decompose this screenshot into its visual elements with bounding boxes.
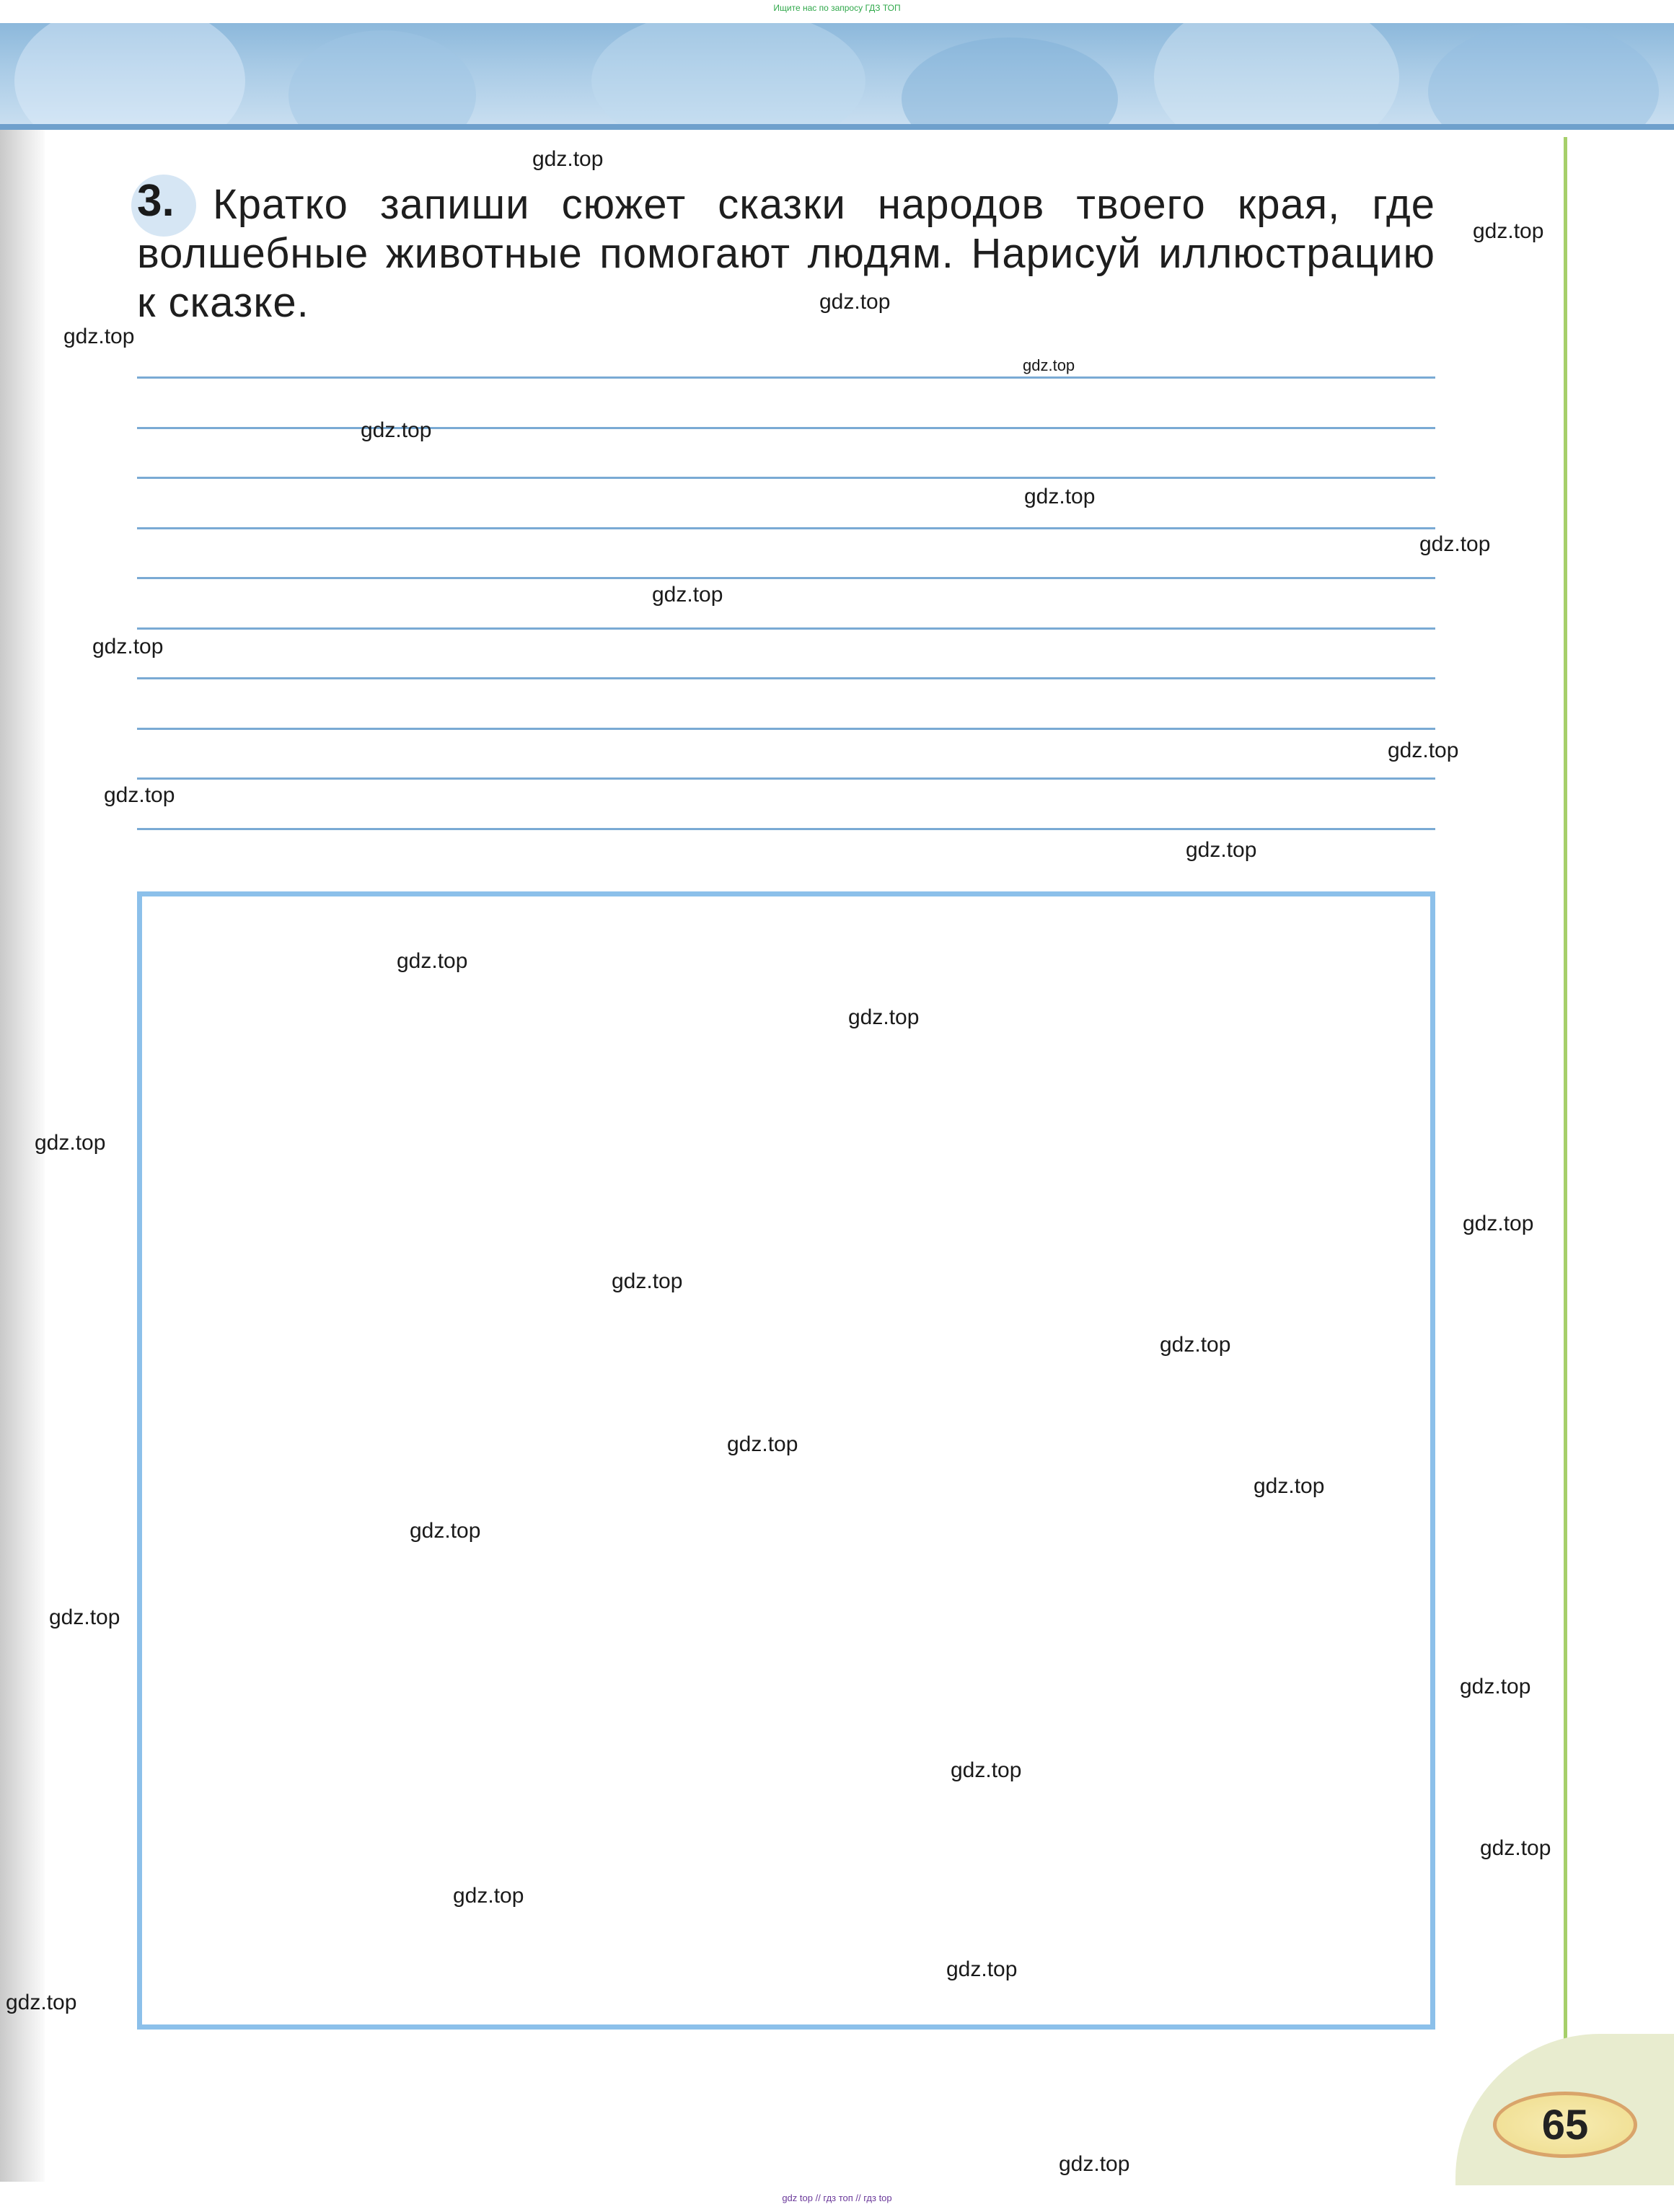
writing-line[interactable] <box>137 527 1435 529</box>
watermark: gdz.top <box>453 1884 524 1908</box>
watermark: gdz.top <box>92 635 164 658</box>
watermark: gdz.top <box>1463 1212 1534 1235</box>
watermark: gdz.top <box>1388 739 1459 762</box>
watermark: gdz.top <box>1480 1836 1551 1860</box>
writing-line[interactable] <box>137 477 1435 479</box>
watermark: gdz.top <box>612 1269 683 1293</box>
watermark: gdz.top <box>727 1432 798 1456</box>
writing-line[interactable] <box>137 677 1435 679</box>
watermark: gdz.top <box>63 325 135 348</box>
page-number: 65 <box>1493 2092 1637 2158</box>
watermark: gdz.top <box>1059 2152 1130 2176</box>
watermark: gdz.top <box>532 147 604 171</box>
book-binding <box>0 130 45 2182</box>
watermark: gdz.top <box>1186 838 1257 862</box>
writing-line[interactable] <box>137 577 1435 579</box>
watermark: gdz.top <box>1160 1333 1231 1357</box>
watermark: gdz.top <box>1460 1675 1531 1698</box>
watermark: gdz.top <box>49 1605 120 1629</box>
drawing-area[interactable] <box>137 891 1435 2030</box>
task-text: Кратко запиши сюжет сказки народов твоего края, где волшебные животные помогают людям. Нарисуй иллюстрацию к сказке. <box>137 181 1435 326</box>
watermark: gdz.top <box>1024 485 1096 508</box>
task-number: 3. <box>137 176 175 226</box>
watermark: gdz.top <box>397 949 468 973</box>
footer-note: gdz top // гдз топ // гдз top <box>782 2193 892 2203</box>
header-banner <box>0 23 1674 124</box>
banner-rule <box>0 124 1674 130</box>
header-note: Ищите нас по запросу ГДЗ ТОП <box>773 3 901 13</box>
writing-line[interactable] <box>137 828 1435 830</box>
watermark: gdz.top <box>1023 356 1075 374</box>
watermark: gdz.top <box>848 1005 920 1029</box>
watermark: gdz.top <box>6 1991 77 2014</box>
watermark: gdz.top <box>1254 1474 1325 1498</box>
watermark: gdz.top <box>1473 219 1544 243</box>
watermark: gdz.top <box>951 1758 1022 1782</box>
watermark: gdz.top <box>819 290 891 314</box>
watermark: gdz.top <box>1419 532 1491 556</box>
watermark: gdz.top <box>35 1131 106 1155</box>
writing-line[interactable] <box>137 728 1435 730</box>
writing-line[interactable] <box>137 627 1435 630</box>
watermark: gdz.top <box>652 583 723 607</box>
writing-line[interactable] <box>137 777 1435 780</box>
margin-line <box>1564 137 1567 2041</box>
watermark: gdz.top <box>104 783 175 807</box>
writing-line[interactable] <box>137 427 1435 429</box>
watermark: gdz.top <box>361 418 432 442</box>
writing-line[interactable] <box>137 376 1435 379</box>
watermark: gdz.top <box>410 1519 481 1543</box>
watermark: gdz.top <box>946 1957 1018 1981</box>
